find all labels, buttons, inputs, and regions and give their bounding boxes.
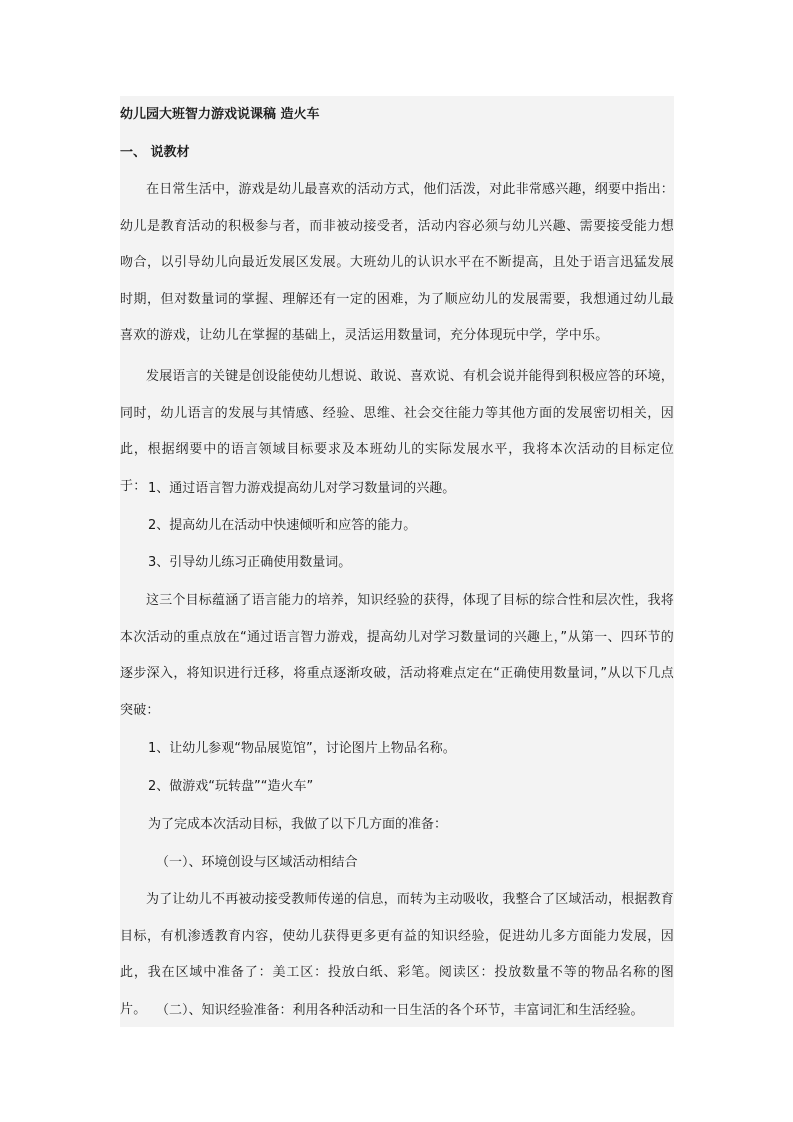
- breakthrough-item-1: 1、让幼儿参观“物品展览馆”，讨论图片上物品名称。: [148, 741, 456, 756]
- goal-item-3: 3、引导幼儿练习正确使用数量词。: [148, 555, 352, 570]
- preparation-intro: 为了完成本次活动目标，我做了以下几方面的准备：: [148, 817, 448, 832]
- paragraph-language-goals: 发展语言的关键是创设能使幼儿想说、敢说、喜欢说、有机会说并能得到积极应答的环境，同时，幼儿语言的发展与其情感、经验、思维、社会交往能力等其他方面的发展密切相关，因此，根据纲要中的语言领域目标要求及本班幼儿的实际发展水平，我将本次活动的目标定位于：: [120, 369, 675, 494]
- goal-item-2: 2、提高幼儿在活动中快速倾听和应答的能力。: [148, 518, 417, 533]
- document-page: [120, 96, 674, 1027]
- section-heading: 一、 说教材: [120, 145, 190, 160]
- preparation-item-2: （二）、知识经验准备：利用各种活动和一日生活的各个环节，丰富词汇和生活经验。: [156, 1003, 644, 1018]
- paragraph-key-points: 这三个目标蕴涵了语言能力的培养，知识经验的获得，体现了目标的综合性和层次性，我将本次活动的重点放在“通过语言智力游戏，提高幼儿对学习数量词的兴趣上，”从第一、四环节的逐步深入，将知识进行迁移，将重点逐渐攻破，活动将难点定在“正确使用数量词，”从以下几点突破：: [120, 593, 675, 718]
- paragraph-region-activities: 为了让幼儿不再被动接受教师传递的信息，而转为主动吸收，我整合了区域活动，根据教育目标，有机渗透教育内容，使幼儿获得更多更有益的知识经验，促进幼儿多方面能力发展，因此，我在区域中准备了：美工区：投放白纸、彩笔。阅读区：投放数量不等的物品名称的图片。: [120, 892, 675, 1017]
- preparation-item-1: （一）、环境创设与区域活动相结合: [156, 855, 358, 870]
- paragraph-intro: 在日常生活中，游戏是幼儿最喜欢的活动方式，他们活泼，对此非常感兴趣，纲要中指出：幼儿是教育活动的积极参与者，而非被动接受者，活动内容必须与幼儿兴趣、需要接受能力想吻合，以引导幼儿向最近发展区发展。大班幼儿的认识水平在不断提高，且处于语言迅猛发展时期，但对数量词的掌握、理解还有一定的困难，为了顺应幼儿的发展需要，我想通过幼儿最喜欢的游戏，让幼儿在掌握的基础上，灵活运用数量词，充分体现玩中学，学中乐。: [120, 182, 675, 344]
- breakthrough-item-2: 2、做游戏“玩转盘”“造火车”: [148, 779, 314, 794]
- goal-item-1: 1、通过语言智力游戏提高幼儿对学习数量词的兴趣。: [148, 481, 456, 496]
- document-title: 幼儿园大班智力游戏说课稿 造火车: [120, 107, 320, 122]
